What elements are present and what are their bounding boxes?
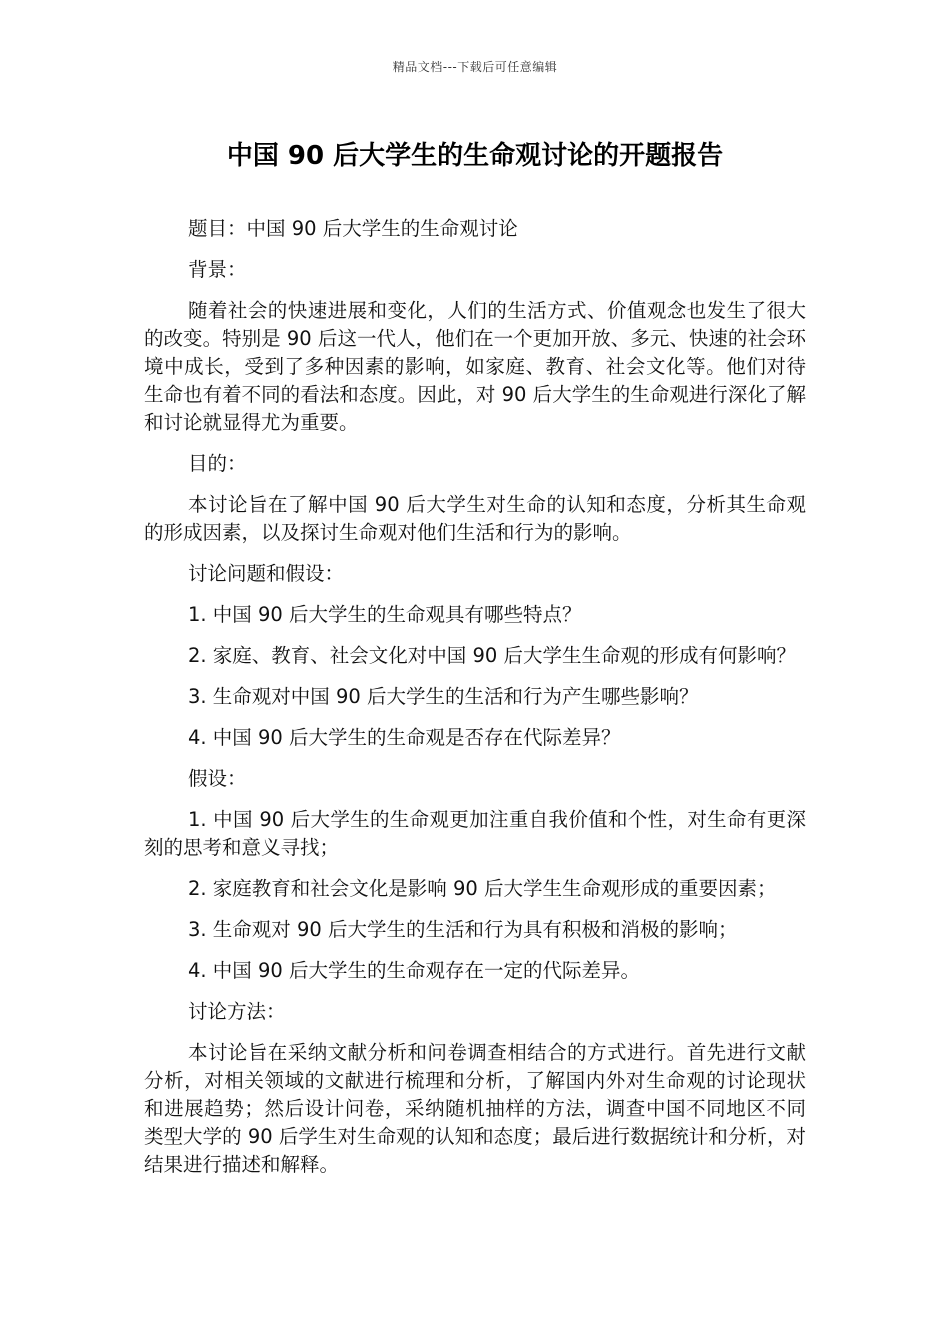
paragraph-background-text: 随着社会的快速进展和变化，人们的生活方式、价值观念也发生了很大的改变。特别是 90 后这一代人，他们在一个更加开放、多元、快速的社会环境中成长，受到了多种因素的影响，如家庭、教育、社会文化等。他们对待生命也有着不同的看法和态度。因此，对 90 后大学生的生命观进行深化了解和讨论就显得尤为重要。 <box>144 299 806 434</box>
paragraph-methods-heading: 讨论方法： <box>188 1000 286 1023</box>
question-item: 4. 中国 90 后大学生的生命观是否存在代际差异？ <box>188 726 621 749</box>
paragraph-background-heading: 背景： <box>188 258 247 281</box>
header-note: 精品文档---下载后可任意编辑 <box>392 60 558 74</box>
paragraph-hypotheses-heading: 假设： <box>188 767 247 790</box>
hypothesis-item: 2. 家庭教育和社会文化是影响 90 后大学生生命观形成的重要因素； <box>188 877 777 900</box>
question-item: 1. 中国 90 后大学生的生命观具有哪些特点？ <box>188 603 582 626</box>
question-item: 3. 生命观对中国 90 后大学生的生活和行为产生哪些影响？ <box>188 685 699 708</box>
paragraph-topic: 题目：中国 90 后大学生的生命观讨论 <box>188 217 518 240</box>
paragraph-purpose-heading: 目的： <box>188 452 247 475</box>
hypothesis-item: 4. 中国 90 后大学生的生命观存在一定的代际差异。 <box>188 959 641 982</box>
hypothesis-item: 3. 生命观对 90 后大学生的生活和行为具有积极和消极的影响； <box>188 918 738 941</box>
paragraph-questions-heading: 讨论问题和假设： <box>188 562 345 585</box>
document-title: 中国 90 后大学生的生命观讨论的开题报告 <box>226 141 724 171</box>
document-body <box>144 215 806 1192</box>
paragraph-methods-text: 本讨论旨在采纳文献分析和问卷调查相结合的方式进行。首先进行文献分析，对相关领域的文献进行梳理和分析，了解国内外对生命观的讨论现状和进展趋势；然后设计问卷，采纳随机抽样的方法，调查中国不同地区不同类型大学的 90 后学生对生命观的认知和态度；最后进行数据统计和分析，对结果进行描述和解释。 <box>144 1041 806 1176</box>
hypothesis-item: 1. 中国 90 后大学生的生命观更加注重自我价值和个性，对生命有更深刻的思考和意义寻找； <box>144 808 806 859</box>
paragraph-purpose-text: 本讨论旨在了解中国 90 后大学生对生命的认知和态度，分析其生命观的形成因素，以及探讨生命观对他们生活和行为的影响。 <box>144 493 806 544</box>
question-item: 2. 家庭、教育、社会文化对中国 90 后大学生生命观的形成有何影响？ <box>188 644 797 667</box>
